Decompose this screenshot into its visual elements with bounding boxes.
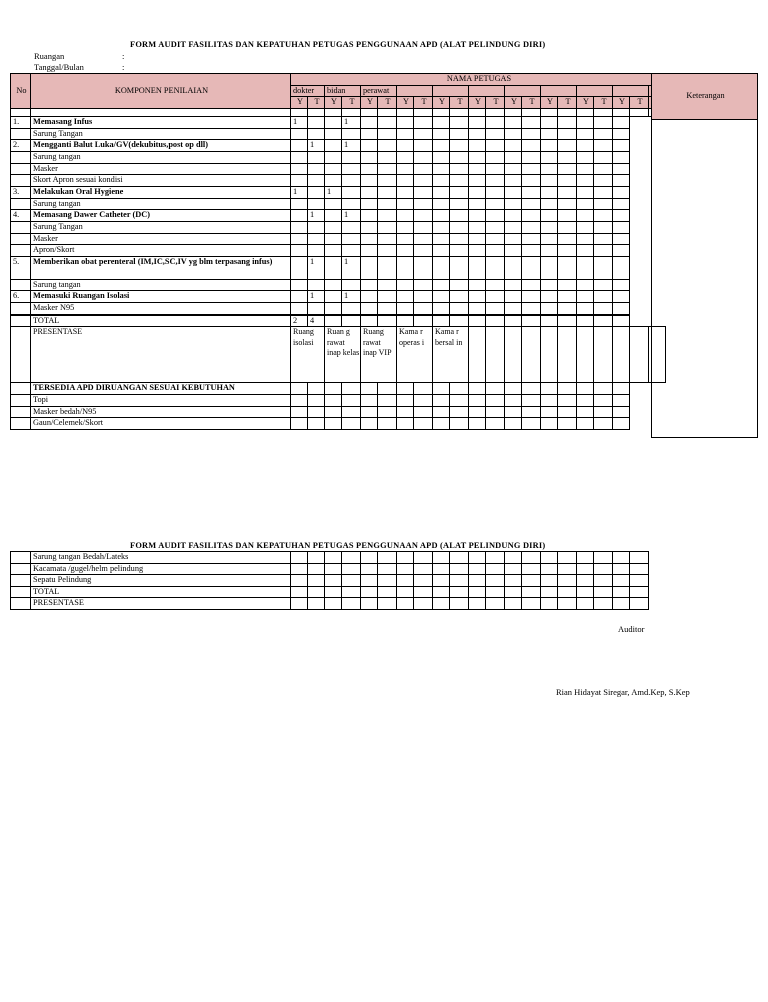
dokter-header: dokter xyxy=(291,85,325,97)
bidan-header: bidan xyxy=(325,85,361,97)
page2-table xyxy=(10,551,768,610)
sub-item: Apron/Skort xyxy=(31,245,291,257)
row-label: Mengganti Balut Luka/GV(dekubitus,post op dll) xyxy=(31,140,291,152)
page2-presentase: PRESENTASE xyxy=(31,598,291,610)
sub-item: Masker N95 xyxy=(31,303,291,315)
row-number: 5. xyxy=(11,256,31,279)
page2-title: FORM AUDIT FASILITAS DAN KEPATUHAN PETUGAS PENGGUNAAN APD (ALAT PELINDUNG DIRI) xyxy=(130,541,546,550)
row-label: Memasang Infus xyxy=(31,116,291,128)
no-header: No xyxy=(11,74,31,109)
room-rawat-inap-kelas: Ruan g rawat inap kelas xyxy=(325,327,361,383)
row-number: 3. xyxy=(11,186,31,198)
room-isolasi: Ruang isolasi xyxy=(291,327,325,383)
row-label: Melakukan Oral Hygiene xyxy=(31,186,291,198)
tersedia-item: Masker bedah/N95 xyxy=(31,406,291,418)
sub-item: Skort Apron sesuai kondisi xyxy=(31,175,291,187)
total-value: 4 xyxy=(308,315,325,327)
sub-item: Sarung tangan xyxy=(31,152,291,164)
sub-item: Sarung tangan xyxy=(31,198,291,210)
perawat-header: perawat xyxy=(361,85,397,97)
presentase-label: PRESENTASE xyxy=(31,327,291,383)
row-number: 2. xyxy=(11,140,31,152)
sub-item: Masker xyxy=(31,233,291,245)
auditor-name: Rian Hidayat Siregar, Amd.Kep, S.Kep xyxy=(556,687,690,697)
tersedia-item: Topi xyxy=(31,395,291,407)
page2-item: Sarung tangan Bedah/Lateks xyxy=(31,552,291,564)
row-label: Memasang Dawer Catheter (DC) xyxy=(31,210,291,222)
keterangan-column xyxy=(651,73,758,438)
sub-item: Sarung tangan xyxy=(31,279,291,291)
nama-petugas-header: NAMA PETUGAS xyxy=(291,74,666,86)
t-col: T xyxy=(308,97,325,109)
row-label: Memberikan obat perenteral (IM,IC,SC,IV yg blm terpasang infus) xyxy=(31,256,291,279)
sub-item: Sarung Tangan xyxy=(31,222,291,234)
row-label: Memasuki Ruangan Isolasi xyxy=(31,291,291,303)
room-kamar-operasi: Kama r operas i xyxy=(397,327,433,383)
page2-item: Sepatu Pelindung xyxy=(31,575,291,587)
row-number: 4. xyxy=(11,210,31,222)
y-col: Y xyxy=(291,97,308,109)
tanggal-label: Tanggal/Bulan xyxy=(34,62,84,72)
page2-total: TOTAL xyxy=(31,586,291,598)
auditor-label: Auditor xyxy=(618,624,645,634)
tanggal-colon: : xyxy=(122,62,125,72)
total-label: TOTAL xyxy=(31,315,291,327)
room-kamar-bersalin: Kama r bersal in xyxy=(433,327,469,383)
sub-item: Sarung Tangan xyxy=(31,128,291,140)
room-rawat-inap-vip: Ruang rawat inap VIP xyxy=(361,327,397,383)
total-value: 2 xyxy=(291,315,308,327)
komponen-header: KOMPONEN PENILAIAN xyxy=(31,74,291,109)
page2-item: Kacamata /gugel/helm pelindung xyxy=(31,563,291,575)
tersedia-heading: TERSEDIA APD DIRUANGAN SESUAI KEBUTUHAN xyxy=(31,383,291,395)
row-number: 1. xyxy=(11,116,31,128)
ruangan-colon: : xyxy=(122,51,125,61)
audit-table: No KOMPONEN PENILAIAN NAMA PETUGAS dokter bidan perawat Y T Y T Y T Y T Y T Y T Y T Y T Y T Y T 1. Memasang Infus 1 1 Sarung Tangan 2. Mengganti Balut Luka/GV(dekubitus,post op dll) 1 1 Sarung tangan Masker Skort Apron sesuai kondisi 3. Melakukan Oral Hygiene 1 1 Sarung tangan 4. Memasang Dawer Catheter (DC) 1 1 Sarung Tangan Masker Apron/Skort 5. Memberikan obat perenteral (IM,IC,SC,IV yg blm terpasang infus) 1 1 Sarung tangan 6. Memasuki Ruangan Isolasi 1 1 Masker N95 TOTAL 2 4 PRESENTASE Ruang isolasi Ruan g rawat inap kelas Ruang rawat inap VIP Kama r operas i Kama r bersal in TERSEDIA APD DIRUANGAN SESUAI KEBUTUHAN Topi Masker bedah/N95 Gaun/Celemek/Skort xyxy=(10,73,666,430)
sub-item: Masker xyxy=(31,163,291,175)
keterangan-header: Keterangan xyxy=(652,74,758,120)
form-title: FORM AUDIT FASILITAS DAN KEPATUHAN PETUGAS PENGGUNAAN APD (ALAT PELINDUNG DIRI) xyxy=(130,40,546,49)
tersedia-item: Gaun/Celemek/Skort xyxy=(31,418,291,430)
ruangan-label: Ruangan xyxy=(34,51,65,61)
row-number: 6. xyxy=(11,291,31,303)
